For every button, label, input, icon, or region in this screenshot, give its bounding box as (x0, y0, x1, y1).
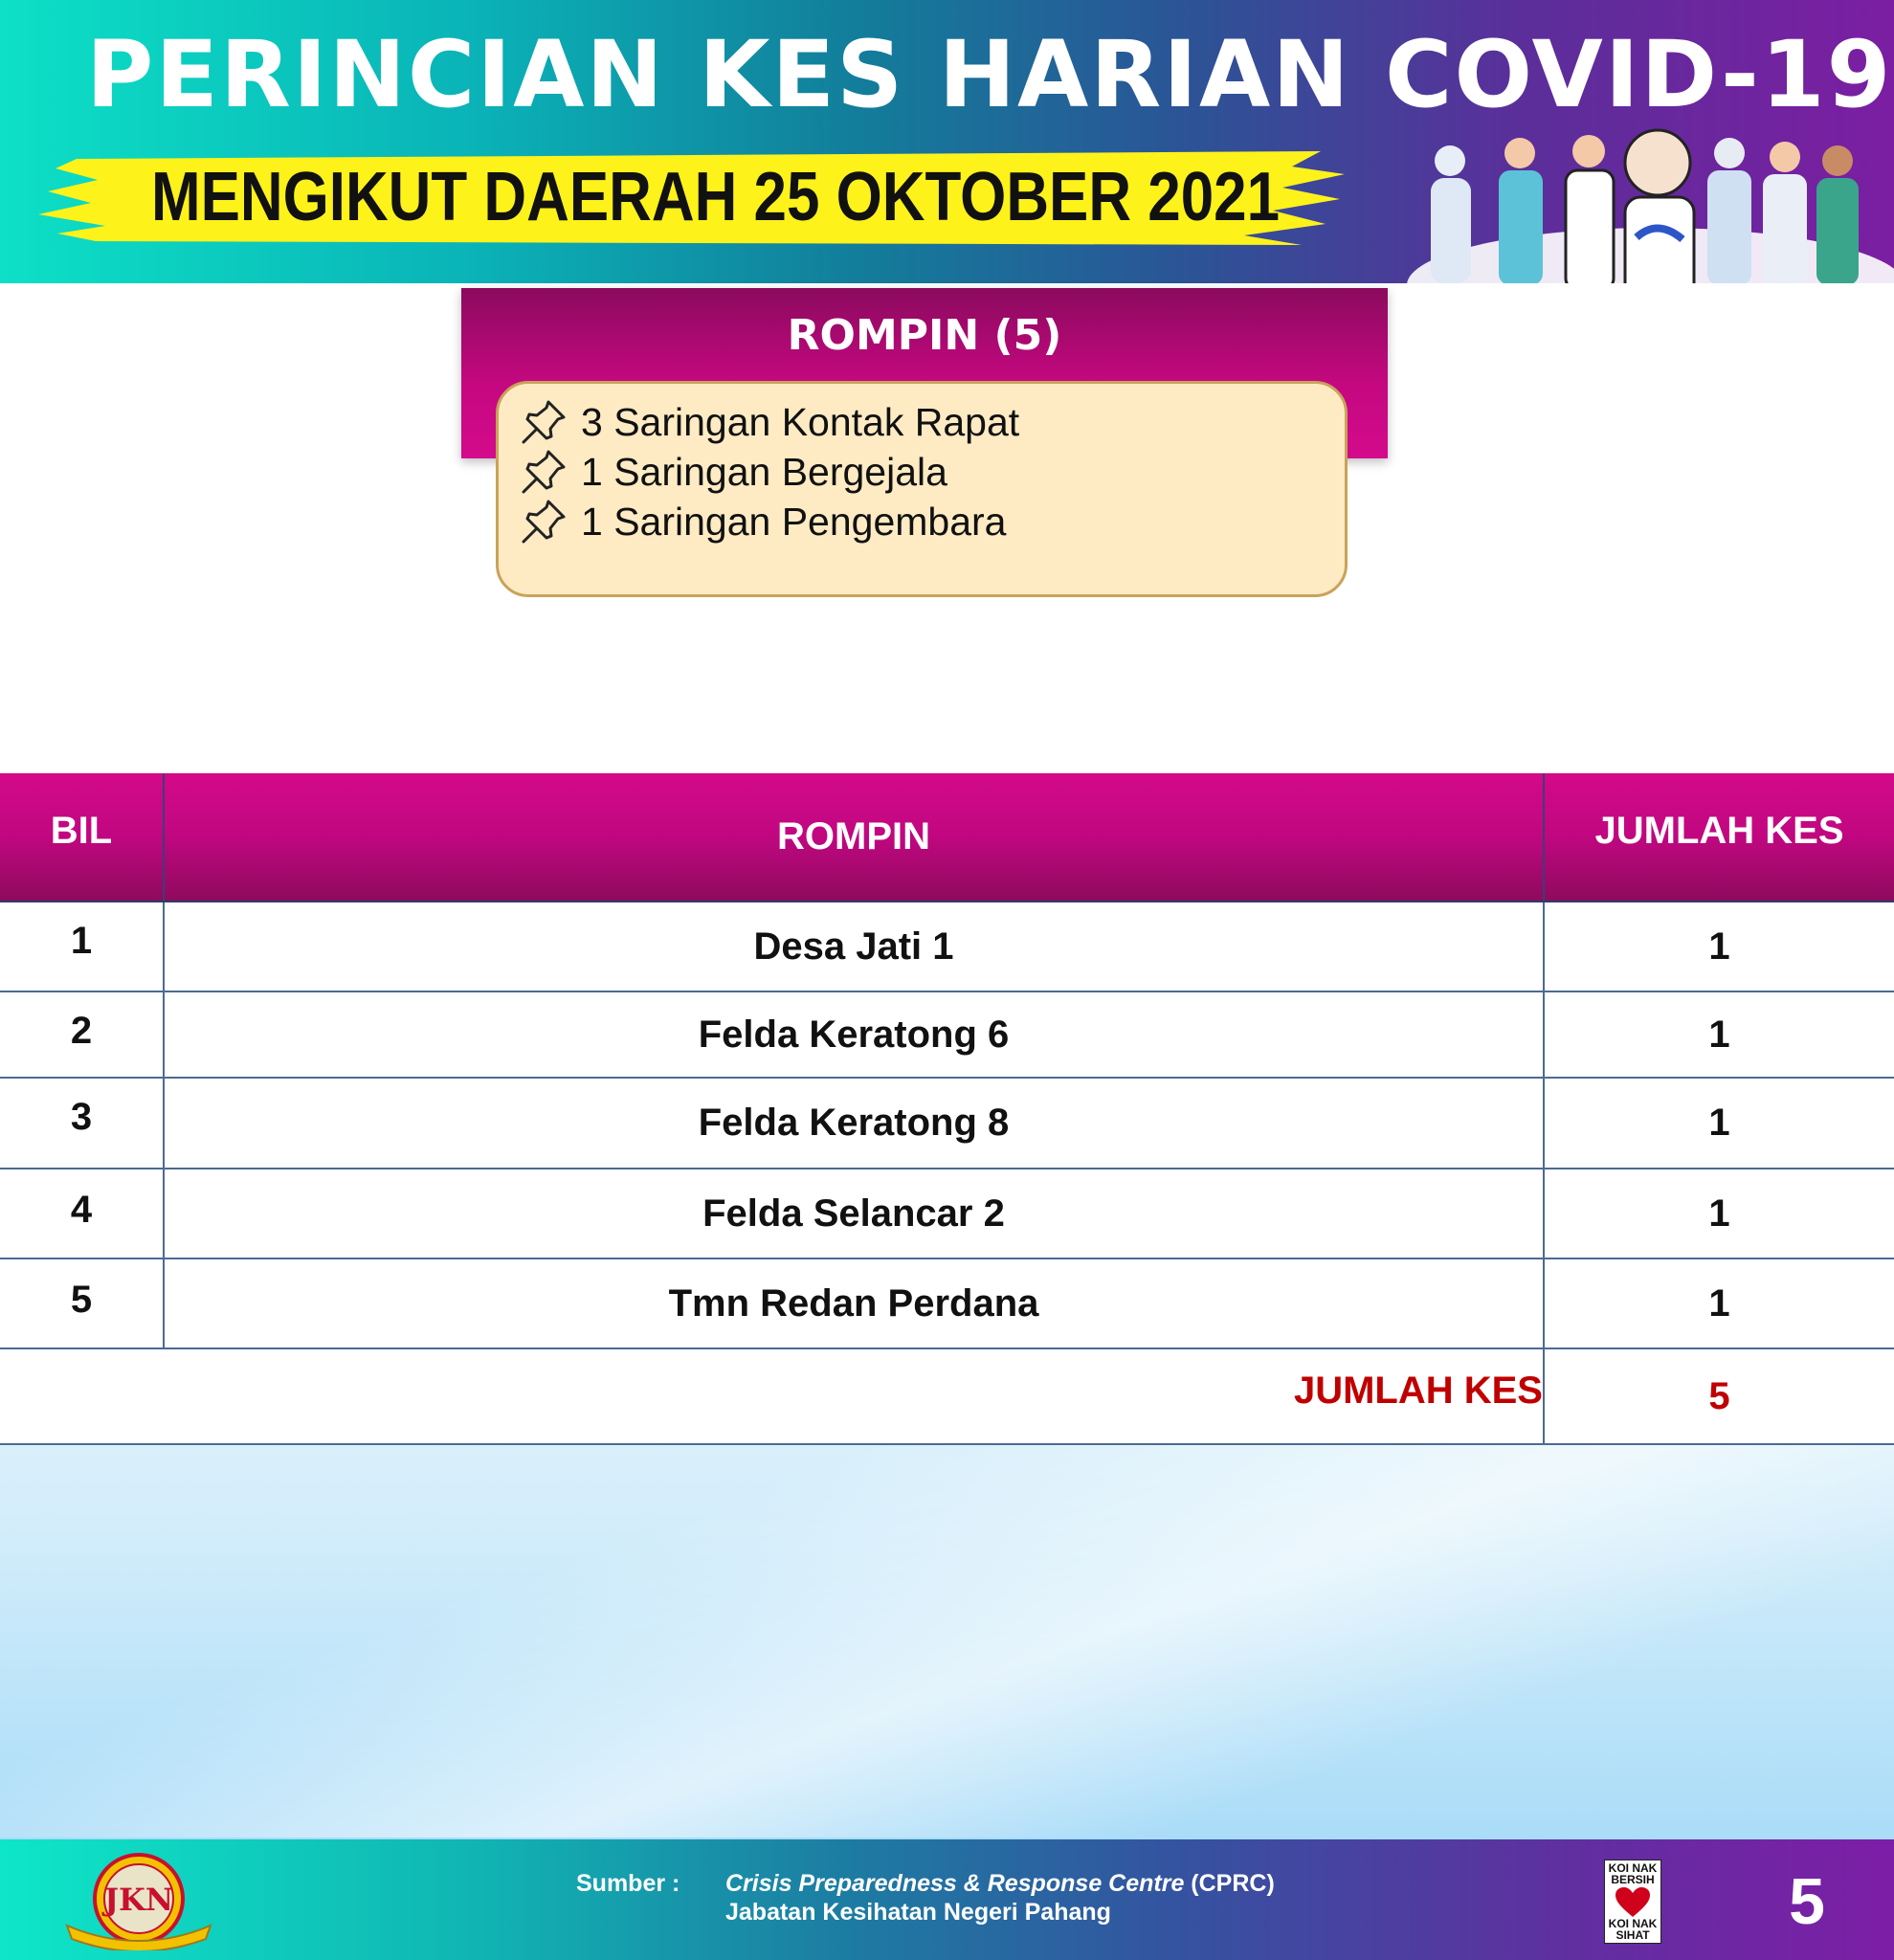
total-label: JUMLAH KES (1293, 1369, 1543, 1412)
breakdown-text: 1 Saringan Pengembara (581, 499, 1007, 544)
table-total-row (0, 1349, 1894, 1445)
row-cases: 1 (1708, 1013, 1730, 1056)
source-label: Sumber : (576, 1870, 680, 1897)
row-cases: 1 (1708, 1192, 1730, 1235)
row-cases: 1 (1708, 1281, 1730, 1325)
row-location: Felda Selancar 2 (702, 1192, 1005, 1235)
row-number: 5 (70, 1278, 93, 1321)
pushpin-icon (520, 398, 568, 446)
koi-badge-top-text: KOI NAK BERSIH (1608, 1861, 1658, 1886)
heart-icon (1614, 1886, 1652, 1919)
jkn-logo-text: JKN (103, 1882, 174, 1918)
row-location: Felda Keratong 6 (698, 1013, 1010, 1056)
source-org-name: Crisis Preparedness & Response Centre (725, 1870, 1185, 1897)
district-title: ROMPIN (5) (787, 311, 1062, 360)
table-row (0, 1259, 1894, 1349)
breakdown-text: 3 Saringan Kontak Rapat (581, 399, 1020, 444)
row-number: 1 (70, 919, 93, 962)
healthcare-workers-illustration (1407, 122, 1894, 283)
source-department: Jabatan Kesihatan Negeri Pahang (725, 1899, 1111, 1926)
screening-breakdown-box (496, 381, 1348, 597)
source-org-abbr: (CPRC) (1184, 1870, 1275, 1897)
table-row (0, 902, 1894, 992)
page-title: PERINCIAN KES HARIAN COVID-19 (86, 21, 1893, 128)
column-header-cases: JUMLAH KES (1594, 810, 1844, 852)
row-number: 3 (70, 1096, 93, 1138)
table-header (0, 773, 1894, 902)
koi-nak-sihat-badge (1604, 1860, 1661, 1944)
background-light-streak (0, 1436, 1894, 1838)
column-header-location: ROMPIN (777, 815, 930, 858)
header-banner (0, 0, 1894, 283)
column-header-bil: BIL (50, 810, 113, 852)
row-location: Tmn Redan Perdana (668, 1281, 1039, 1325)
row-number: 4 (70, 1188, 93, 1231)
pushpin-icon (520, 448, 568, 496)
breakdown-item (520, 397, 1019, 447)
page-number: 5 (1789, 1865, 1825, 1938)
page-subtitle: MENGIKUT DAERAH 25 OKTOBER 2021 (151, 159, 1281, 235)
pushpin-icon (520, 498, 568, 546)
row-location: Desa Jati 1 (753, 924, 954, 968)
row-cases: 1 (1708, 1102, 1730, 1144)
breakdown-item (520, 497, 1006, 546)
breakdown-text: 1 Saringan Bergejala (581, 449, 947, 494)
koi-badge-bottom-text: KOI NAK SIHAT (1608, 1917, 1658, 1942)
table-row (0, 1079, 1894, 1169)
row-cases: 1 (1708, 924, 1730, 968)
row-location: Felda Keratong 8 (698, 1102, 1010, 1144)
table-row (0, 1169, 1894, 1259)
jkn-logo (57, 1851, 220, 1950)
table-row (0, 992, 1894, 1079)
source-organization (725, 1870, 1275, 1898)
breakdown-item (520, 447, 947, 497)
row-number: 2 (70, 1009, 93, 1052)
total-value: 5 (1708, 1374, 1730, 1417)
